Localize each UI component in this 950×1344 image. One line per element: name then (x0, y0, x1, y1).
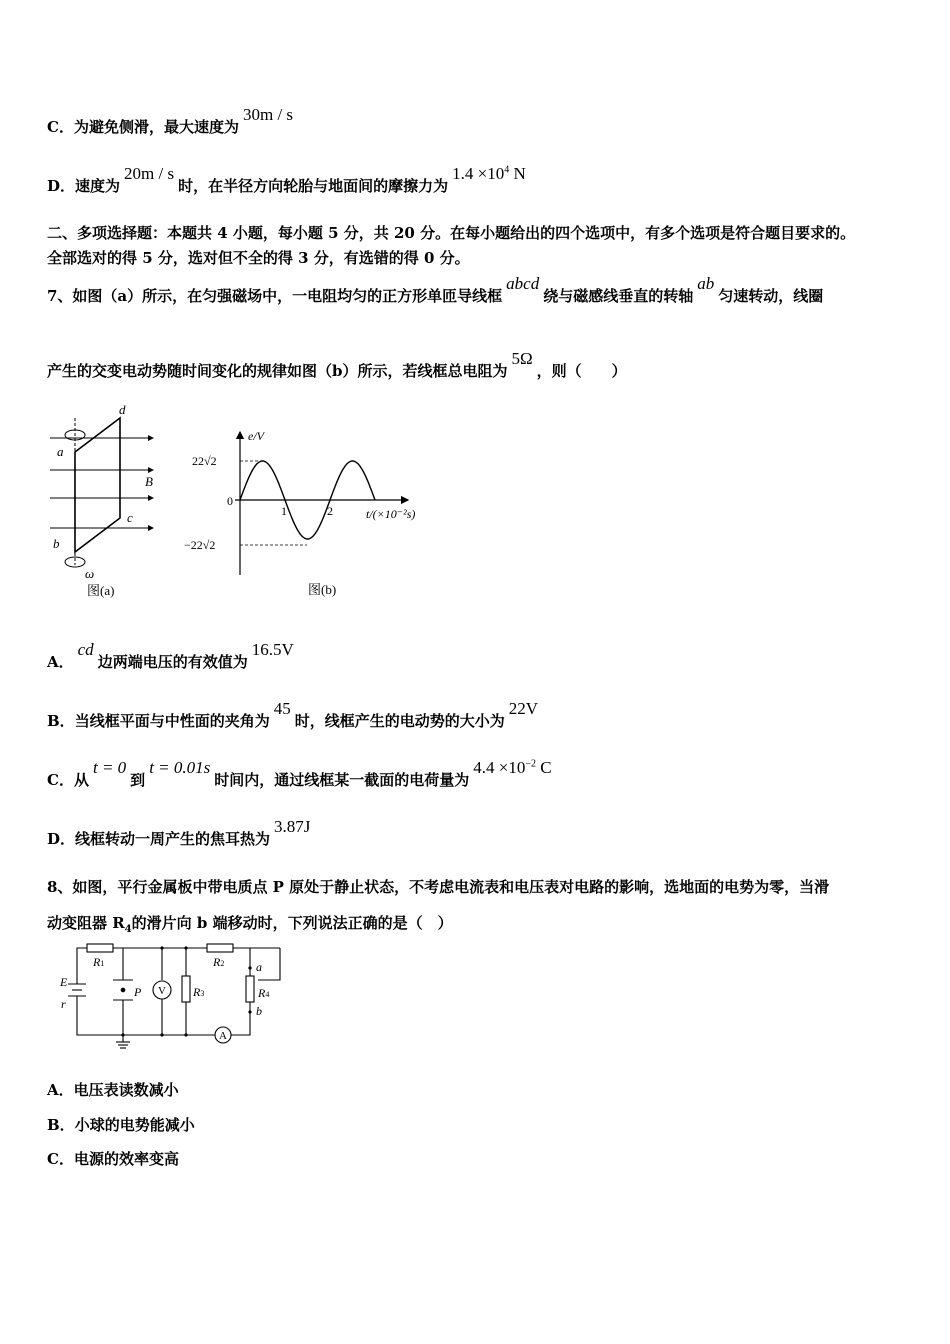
q8-stem-line1: 8、如图，平行金属板中带电质点 P 原处于静止状态，不考虑电流表和电压表对电路的影响，选地面的电势为零，当滑 (47, 878, 830, 896)
label-omega: ω (85, 566, 95, 581)
q8-stem-line2: 动变阻器 $R_4$的滑片向 b 端移动时，下列说法正确的是（ ） (47, 914, 453, 935)
svg-text:r: r (61, 997, 66, 1011)
r4-label: R4 (258, 986, 270, 1000)
r1-label: R1 (93, 955, 105, 969)
svg-text:P: P (134, 985, 142, 999)
tick-2: 2 (327, 504, 333, 518)
q7-stem-line1: 7、如图（a）所示，在匀强磁场中，一电阻均匀的正方形单匝导线框abcd绕与磁感线垂直的转轴ab匀速转动，线圈 (47, 274, 824, 305)
svg-text:b: b (256, 1004, 262, 1018)
svg-text:a: a (256, 960, 262, 974)
y-max-label: 22√2 (192, 454, 217, 468)
q8-circuit (55, 940, 295, 1059)
label-c: c (127, 510, 133, 525)
q7-stem-line2: 产生的交变电动势随时间变化的规律如图（b）所示，若线框总电阻为5Ω，则（ ） (47, 349, 627, 380)
q8-option-c: C．电源的效率变高 (47, 1150, 179, 1168)
q8-option-b: B．小球的电势能减小 (47, 1116, 195, 1134)
y-min-label: −22√2 (184, 538, 216, 552)
svg-text:E: E (60, 975, 68, 989)
y-label: e/V (248, 429, 264, 443)
x-label: t/(×10⁻²s) (366, 507, 416, 521)
origin-label: 0 (227, 494, 233, 508)
label-d: d (119, 402, 126, 417)
q6-option-c: C．为避免侧滑，最大速度为30m / s (47, 105, 294, 136)
voltmeter-label: V (158, 985, 166, 997)
label-b: b (53, 536, 60, 551)
q8-option-a: A．电压表读数减小 (47, 1081, 179, 1099)
caption-a: 图(a) (87, 583, 115, 598)
q7-option-d: D．线框转动一周产生的焦耳热为3.87J (47, 817, 311, 848)
label-a: a (57, 444, 64, 459)
q7-figure-b (180, 420, 450, 609)
r2-label: R2 (213, 955, 225, 969)
r3-label: R3 (193, 985, 205, 999)
label-B: B (145, 474, 153, 489)
section2-line1: 二、多项选择题：本题共 4 小题，每小题 5 分，共 20 分。在每小题给出的四个选项中，有多个选项是符合题目要求的。 (47, 224, 856, 242)
q7-option-b: B．当线框平面与中性面的夹角为45时，线框产生的电动势的大小为22V (47, 699, 538, 730)
q7-figure-a (45, 400, 165, 604)
q6-option-d: D．速度为20m / s时，在半径方向轮胎与地面间的摩擦力为$1.4 \times 10^4$ N (47, 164, 526, 195)
section2-line2: 全部选对的得 5 分，选对但不全的得 3 分，有选错的得 0 分。 (47, 249, 470, 267)
q7-option-a: A．cd边两端电压的有效值为16.5V (47, 640, 294, 671)
tick-1: 1 (281, 504, 287, 518)
q7-option-c: C．从t = 0到t = 0.01s时间内，通过线框某一截面的电荷量为$4.4 \times 10^{-2}$ C (47, 758, 552, 789)
ammeter-label: A (219, 1030, 227, 1042)
q6-option-d-force: $1.4 \times 10^4$ N (452, 164, 526, 183)
caption-b: 图(b) (308, 582, 337, 597)
